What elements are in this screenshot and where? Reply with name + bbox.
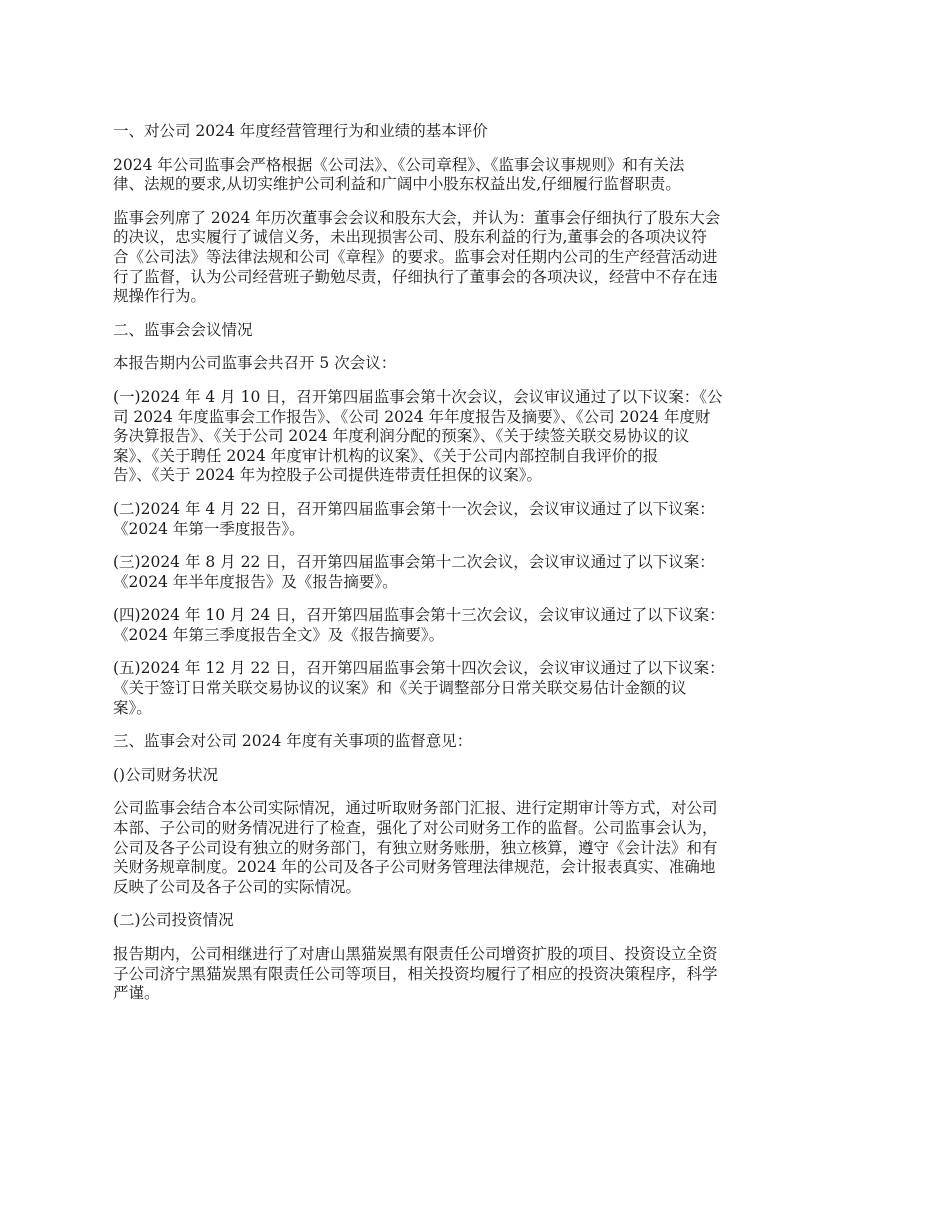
paragraph: 公司监事会结合本公司实际情况，通过听取财务部门汇报、进行定期审计等方式，对公司 本部、子公司的财务情况进行了检查，强化了对公司财务工作的监督。公司监事会认为， 公司及各子公司设有独立的财务部门，有独立财务账册，独立核算，遵守《会计法》和有 关财务规章制度。2024 年的公司及各子公司财务管理法律规范，会计报表真实、准确地 反映了公司及各子公司的实际情况。	[113, 799, 718, 896]
section-heading-3: 三、监事会对公司 2024 年度有关事项的监督意见：	[113, 732, 473, 751]
subsection-heading-investment: (二)公司投资情况	[113, 911, 234, 930]
paragraph: 报告期内，公司相继进行了对唐山黑猫炭黑有限责任公司增资扩股的项目、投资设立全资 子公司济宁黑猫炭黑有限责任公司等项目，相关投资均履行了相应的投资决策程序，科学 严谨。	[113, 945, 718, 1003]
meeting-item-1: (一)2024 年 4 月 10 日，召开第四届监事会第十次会议，会议审议通过了以下议案：《公 司 2024 年度监事会工作报告》、《公司 2024 年年度报告及摘要》、《公司 2024 年度财 务决算报告》、《关于公司 2024 年度利润分配的预案》、《关于续签关联交易协议的议 案》、《关于聘任 2024 年度审计机构的议案》、《关于公司内部控制自我评价的报 告》、《关于 2024 年为控股子公司提供连带责任担保的议案》。	[113, 387, 723, 485]
meeting-item-3: (三)2024 年 8 月 22 日，召开第四届监事会第十二次会议，会议审议通过了以下议案： 《2024 年半年度报告》及《报告摘要》。	[113, 553, 715, 591]
meeting-item-5: (五)2024 年 12 月 22 日，召开第四届监事会第十四次会议，会议审议通过了以下议案： 《关于签订日常关联交易协议的议案》和《关于调整部分日常关联交易估计金额的议 案》。	[113, 659, 725, 717]
section-heading-1: 一、对公司 2024 年度经营管理行为和业绩的基本评价	[113, 122, 488, 140]
section-heading-2: 二、监事会会议情况	[113, 320, 253, 339]
subsection-heading-finance: ()公司财务状况	[113, 765, 219, 784]
document-page	[113, 122, 841, 1018]
meeting-item-2: (二)2024 年 4 月 22 日，召开第四届监事会第十一次会议，会议审议通过了以下议案： 《2024 年第一季度报告》。	[113, 499, 715, 538]
paragraph: 本报告期内公司监事会共召开 5 次会议：	[113, 354, 397, 373]
paragraph: 监事会列席了 2024 年历次董事会会议和股东大会，并认为：董事会仔细执行了股东大会 的决议，忠实履行了诚信义务，未出现损害公司、股东利益的行为,董事会的各项决议符 合《公司法》等法律法规和公司《章程》的要求。监事会对任期内公司的生产经营活动进 行了监督，认为公司经营班子勤勉尽责，仔细执行了董事会的各项决议，经营中不存在违 规操作行为。	[113, 208, 721, 306]
meeting-item-4: (四)2024 年 10 月 24 日，召开第四届监事会第十三次会议，会议审议通过了以下议案： 《2024 年第三季度报告全文》及《报告摘要》。	[113, 606, 725, 644]
paragraph: 2024 年公司监事会严格根据《公司法》、《公司章程》、《监事会议事规则》和有关法 律、法规的要求,从切实维护公司利益和广阔中小股东权益出发,仔细履行监督职责。	[113, 155, 685, 194]
